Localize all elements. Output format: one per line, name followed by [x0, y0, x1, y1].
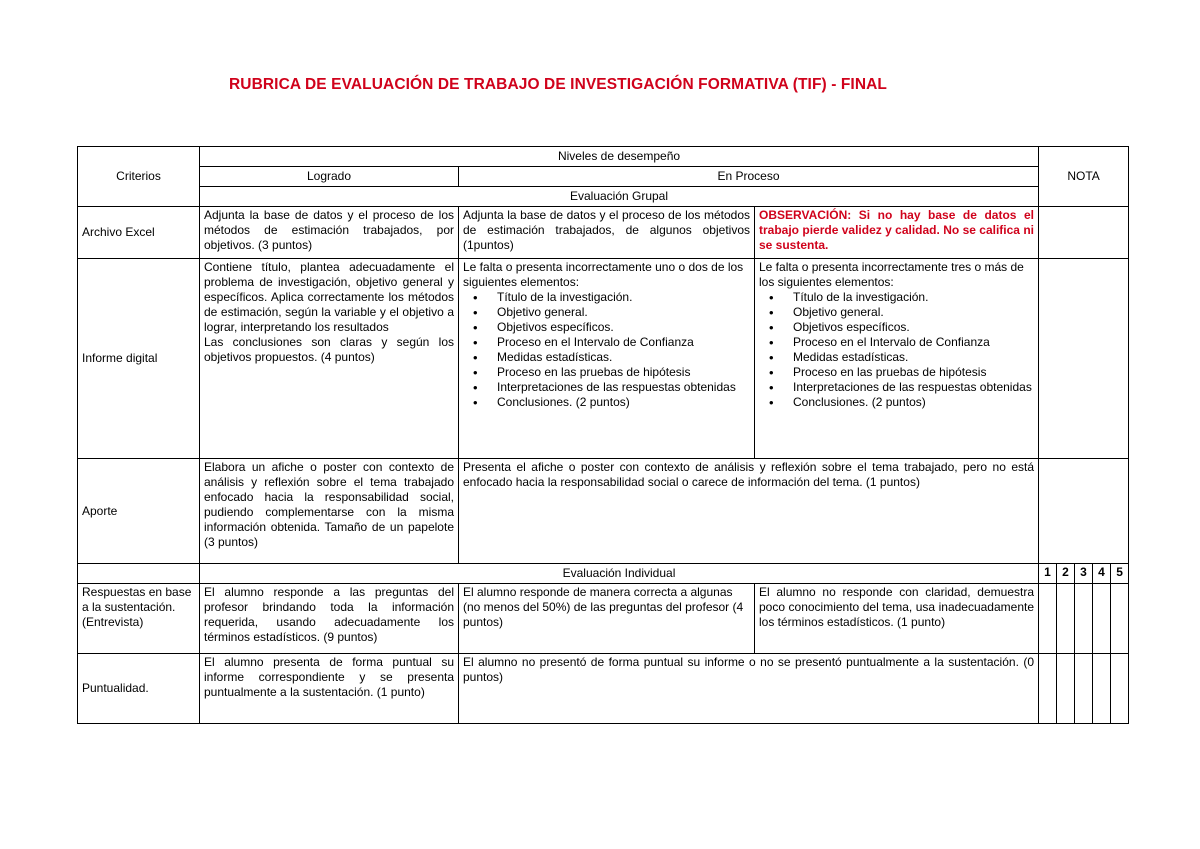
respuestas-logrado: El alumno responde a las preguntas del profesor brindando toda la información requerida, usando adecuadamente los términos estadísticos. (9 puntos) [200, 584, 459, 654]
criterio-respuestas: Respuestas en base a la sustentación. (Entrevista) [78, 584, 200, 654]
score-cell[interactable] [1039, 584, 1057, 654]
list-item: • Conclusiones. (2 puntos) [793, 395, 1034, 410]
list-item: • Interpretaciones de las respuestas obtenidas [793, 380, 1034, 395]
evaluacion-individual-header: Evaluación Individual [200, 564, 1039, 584]
informe-logrado-p2: Las conclusiones son claras y según los objetivos propuestos. (4 puntos) [204, 335, 454, 364]
informe-logrado-p1: Contiene título, plantea adecuadamente el problema de investigación, objetivo general y específicos. Aplica correctamente los métodos de estimación, según la variable y el objetivo a lograr, interpretando los resultados [204, 260, 454, 334]
list-item: • Medidas estadísticas. [497, 350, 750, 365]
aporte-logrado: Elabora un afiche o poster con contexto de análisis y reflexión sobre el tema trabajado enfocado hacia la responsabilidad social, pudiendo complementarse con la misma información obtenida. Tamaño de un papelote (3 puntos) [200, 459, 459, 564]
list-item: • Proceso en las pruebas de hipótesis [497, 365, 750, 380]
score-cell[interactable] [1093, 584, 1111, 654]
informe-proceso2-intro: Le falta o presenta incorrectamente tres o más de los siguientes elementos: [759, 260, 1024, 289]
score-cell[interactable] [1111, 654, 1129, 724]
list-item: • Proceso en el Intervalo de Confianza [497, 335, 750, 350]
criterio-informe-digital: Informe digital [78, 259, 200, 459]
document-title: RUBRICA DE EVALUACIÓN DE TRABAJO DE INVESTIGACIÓN FORMATIVA (TIF) - FINAL [229, 76, 887, 93]
list-item: • Objetivo general. [497, 305, 750, 320]
criterio-archivo-excel: Archivo Excel [78, 207, 200, 259]
criterio-aporte: Aporte [78, 459, 200, 564]
excel-nota [1039, 207, 1129, 259]
informe-en-proceso [459, 259, 755, 459]
informe-proceso-intro: Le falta o presenta incorrectamente uno o dos de los siguientes elementos: [463, 260, 744, 289]
nota-header: NOTA [1039, 147, 1129, 207]
informe-logrado [200, 259, 459, 459]
list-item: • Objetivo general. [793, 305, 1034, 320]
score-2: 2 [1057, 564, 1075, 584]
score-4: 4 [1093, 564, 1111, 584]
list-item: • Proceso en el Intervalo de Confianza [793, 335, 1034, 350]
en-proceso-header: En Proceso [459, 167, 1039, 187]
aporte-nota [1039, 459, 1129, 564]
rubric-table [77, 146, 1129, 724]
excel-logrado: Adjunta la base de datos y el proceso de los métodos de estimación trabajados, por objetivos. (3 puntos) [200, 207, 459, 259]
excel-en-proceso: Adjunta la base de datos y el proceso de los métodos de estimación trabajados, de algunos objetivos (1puntos) [459, 207, 755, 259]
excel-observacion: OBSERVACIÓN: Si no hay base de datos el trabajo pierde validez y calidad. No se califica ni se sustenta. [755, 207, 1039, 259]
puntualidad-en-proceso: El alumno no presentó de forma puntual su informe o no se presentó puntualmente a la sustentación. (0 puntos) [459, 654, 1039, 724]
list-item: • Título de la investigación. [793, 290, 1034, 305]
list-item: • Medidas estadísticas. [793, 350, 1034, 365]
informe-en-proceso-2 [755, 259, 1039, 459]
logrado-header: Logrado [200, 167, 459, 187]
list-item: • Conclusiones. (2 puntos) [497, 395, 750, 410]
informe-proceso2-list [759, 290, 1034, 410]
individual-blank [78, 564, 200, 584]
score-cell[interactable] [1075, 584, 1093, 654]
score-cell[interactable] [1075, 654, 1093, 724]
list-item: • Interpretaciones de las respuestas obtenidas [497, 380, 750, 395]
score-1: 1 [1039, 564, 1057, 584]
score-3: 3 [1075, 564, 1093, 584]
score-cell[interactable] [1111, 584, 1129, 654]
respuestas-en-proceso: El alumno responde de manera correcta a algunas (no menos del 50%) de las preguntas del profesor (4 puntos) [459, 584, 755, 654]
puntualidad-logrado: El alumno presenta de forma puntual su informe correspondiente y se presenta puntualmente a la sustentación. (1 punto) [200, 654, 459, 724]
score-cell[interactable] [1039, 654, 1057, 724]
list-item: • Objetivos específicos. [497, 320, 750, 335]
score-cell[interactable] [1093, 654, 1111, 724]
evaluacion-grupal-header: Evaluación Grupal [200, 187, 1039, 207]
criterios-header: Criterios [78, 147, 200, 207]
criterio-puntualidad: Puntualidad. [78, 654, 200, 724]
list-item: • Proceso en las pruebas de hipótesis [793, 365, 1034, 380]
list-item: • Título de la investigación. [497, 290, 750, 305]
score-5: 5 [1111, 564, 1129, 584]
score-cell[interactable] [1057, 584, 1075, 654]
respuestas-en-proceso-2: El alumno no responde con claridad, demuestra poco conocimiento del tema, usa inadecuadamente los términos estadísticos. (1 punto) [755, 584, 1039, 654]
niveles-header: Niveles de desempeño [200, 147, 1039, 167]
aporte-en-proceso: Presenta el afiche o poster con contexto de análisis y reflexión sobre el tema trabajado, pero no está enfocado hacia la responsabilidad social o carece de información del tema. (1 puntos) [459, 459, 1039, 564]
informe-proceso-list [463, 290, 750, 410]
list-item: • Objetivos específicos. [793, 320, 1034, 335]
informe-nota [1039, 259, 1129, 459]
score-cell[interactable] [1057, 654, 1075, 724]
